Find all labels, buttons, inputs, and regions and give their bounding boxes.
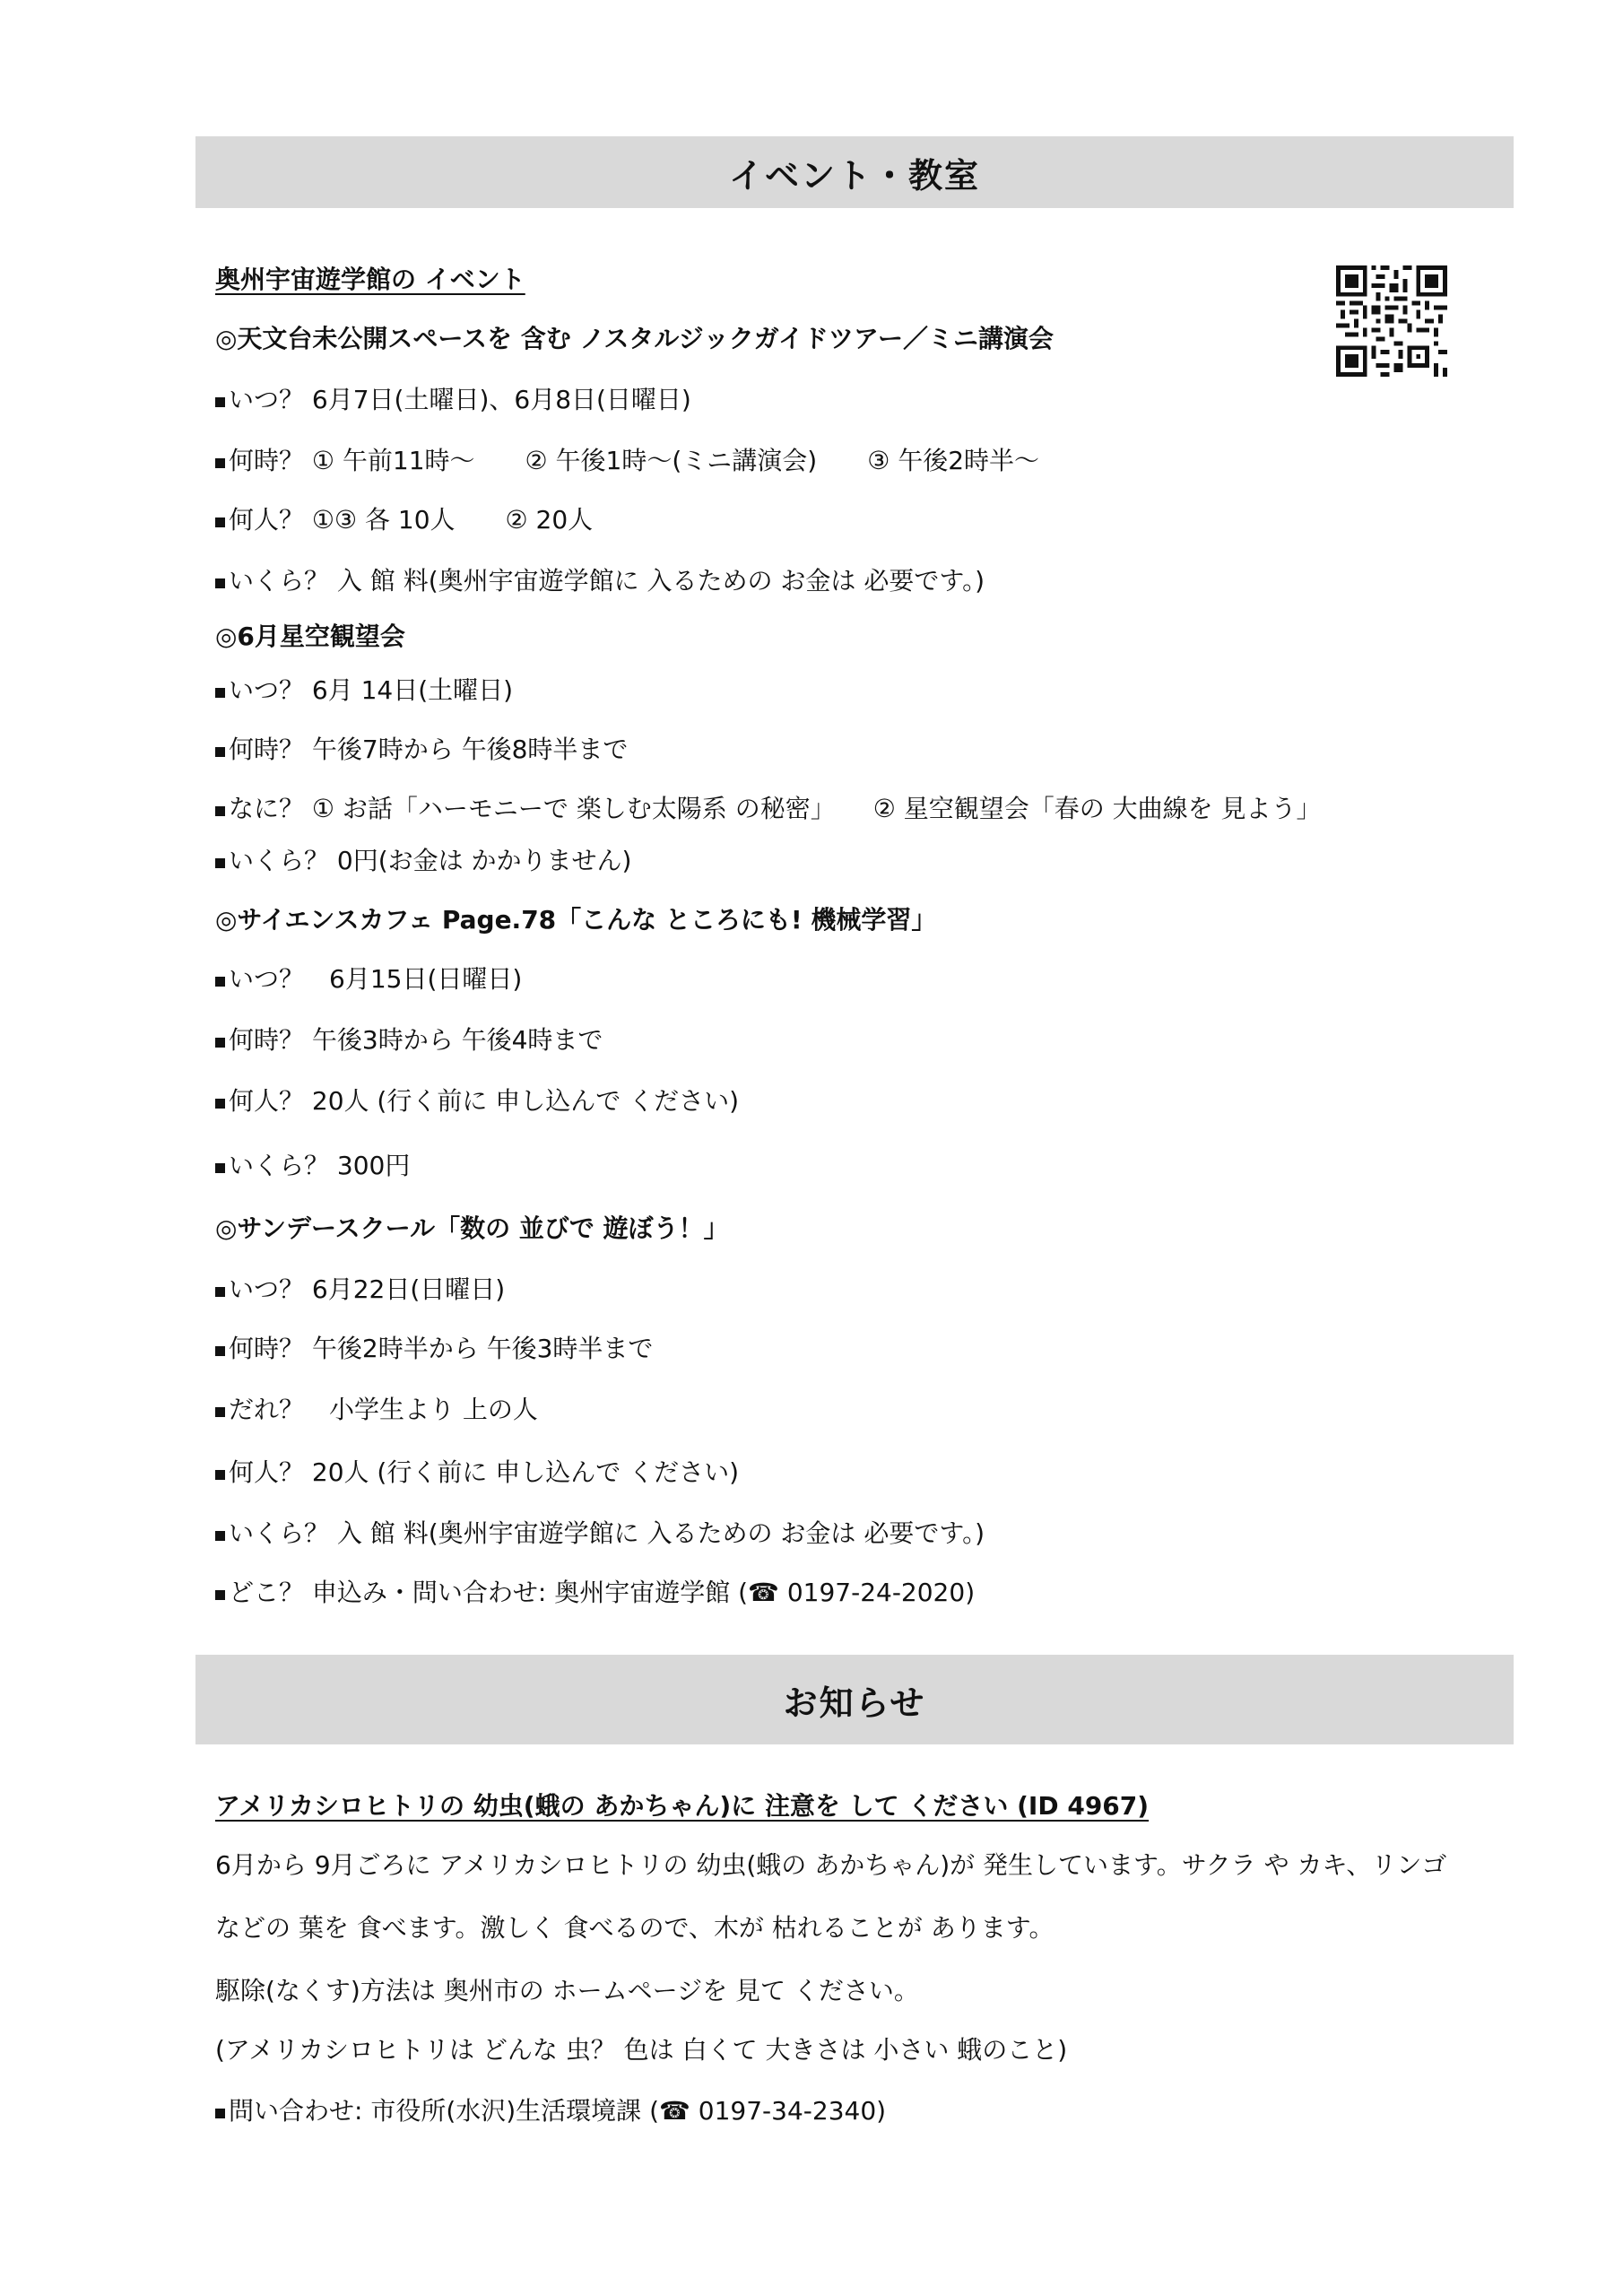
event-title: ◎6月星空観望会 (215, 622, 405, 651)
event-title: ◎天文台未公開スペースを 含む ノスタルジックガイドツアー／ミニ講演会 (215, 324, 1055, 353)
notice-paragraph: (アメリカシロヒトリは どんな 虫？ 色は 白くて 大きさは 小さい 蛾のこと) (215, 2035, 1068, 2065)
event-line: なに？ ① お話「ハーモニーで 楽しむ太陽系 の秘密」 ② 星空観望会「春の 大曲線を 見よう」 (215, 796, 1322, 822)
notice-banner (195, 1655, 1514, 1744)
event-line: いつ？ 6月22日(日曜日) (215, 1277, 505, 1302)
event-line: 何時？ 午後2時半から 午後3時半まで (215, 1336, 653, 1361)
notice-heading: アメリカシロヒトリの 幼虫(蛾の あかちゃん)に 注意を して ください (ID 4967) (215, 1791, 1150, 1821)
event-line: いくら？ 入 館 料(奥州宇宙遊学館に 入るための お金は 必要です。) (215, 1521, 985, 1546)
event-line: だれ？ 小学生より 上の人 (215, 1397, 538, 1422)
notice-paragraph: 6月から 9月ごろに アメリカシロヒトリの 幼虫(蛾の あかちゃん)が 発生しています。サクラ や カキ、リンゴ (215, 1850, 1447, 1880)
event-line: いつ？ 6月7日(土曜日)、6月8日(日曜日) (215, 387, 691, 413)
event-line: いつ？ 6月 14日(土曜日) (215, 678, 513, 703)
event-line: いつ？ 6月15日(日曜日) (215, 967, 522, 992)
events-banner-title: イベント・教室 (728, 155, 980, 196)
event-line: 何人？ ①③ 各 10人 ② 20人 (215, 508, 593, 533)
events-banner (195, 136, 1514, 208)
event-line: 何時？ 午後7時から 午後8時半まで (215, 737, 628, 762)
event-title: ◎サンデースクール「数の 並びで 遊ぼう！」 (215, 1213, 729, 1243)
event-line: 何人？ 20人 (行く前に 申し込んで ください) (215, 1460, 739, 1485)
event-line: いくら？ 0円(お金は かかりません) (215, 848, 631, 874)
notice-paragraph: 駆除(なくす)方法は 奥州市の ホームページを 見て ください。 (215, 1976, 919, 2005)
event-line: 何時？ 午後3時から 午後4時まで (215, 1028, 603, 1053)
event-line: いくら？ 入 館 料(奥州宇宙遊学館に 入るための お金は 必要です。) (215, 569, 985, 594)
museum-heading: 奥州宇宙遊学館の イベント (215, 265, 525, 294)
notice-contact: 問い合わせ: 市役所(水沢)生活環境課 (☎ 0197-34-2340) (215, 2099, 886, 2124)
event-line: 何人？ 20人 (行く前に 申し込んで ください) (215, 1089, 739, 1114)
notice-paragraph: などの 葉を 食べます。激しく 食べるので、木が 枯れることが あります。 (215, 1913, 1055, 1943)
event-contact: どこ？ 申込み・問い合わせ: 奥州宇宙遊学館 (☎ 0197-24-2020) (215, 1580, 975, 1605)
qr-code[interactable] (1336, 265, 1447, 377)
event-line: 何時？ ① 午前11時～ ② 午後1時～(ミニ講演会) ③ 午後2時半～ (215, 448, 1039, 474)
event-line: いくら？ 300円 (215, 1153, 410, 1178)
notice-banner-title: お知らせ (783, 1683, 926, 1723)
event-title: ◎サイエンスカフェ Page.78「こんな ところにも! 機械学習」 (215, 905, 937, 935)
